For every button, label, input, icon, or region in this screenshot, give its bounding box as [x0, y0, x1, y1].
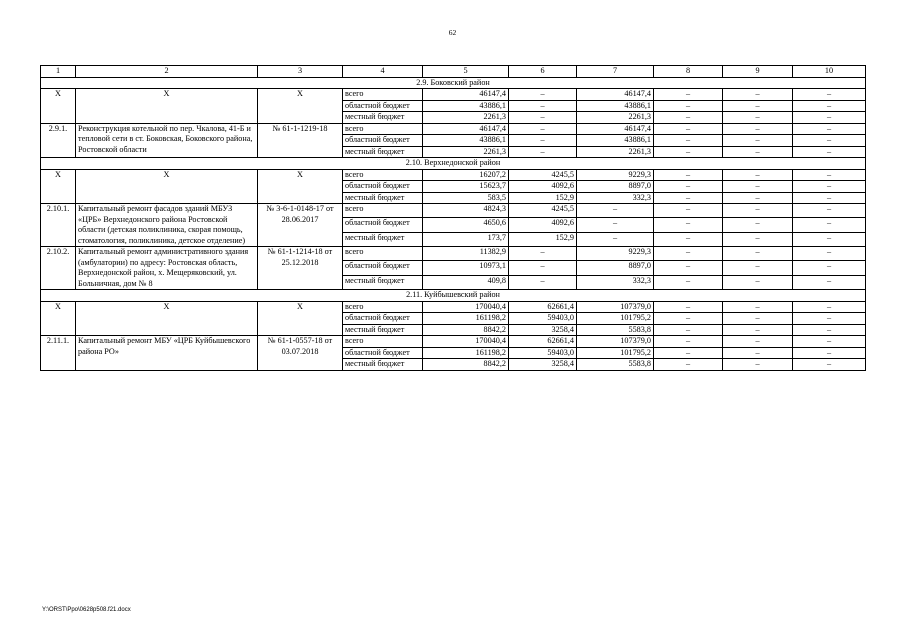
amount-cell: 59403,0	[509, 313, 577, 325]
amount-cell: –	[654, 169, 723, 181]
amount-cell: –	[654, 359, 723, 371]
amount-cell: –	[509, 100, 577, 112]
amount-cell: 46147,4	[577, 89, 654, 101]
amount-cell: –	[654, 324, 723, 336]
funding-source-label: местный бюджет	[343, 232, 423, 246]
amount-cell: 2261,3	[423, 146, 509, 158]
amount-cell: 101795,2	[577, 313, 654, 325]
item-number: 2.9.1.	[41, 123, 76, 158]
amount-cell: 161198,2	[423, 313, 509, 325]
amount-cell: –	[654, 135, 723, 147]
amount-cell: –	[723, 89, 793, 101]
amount-cell: 332,3	[577, 192, 654, 204]
item-number: 2.11.1.	[41, 336, 76, 371]
amount-cell: –	[654, 301, 723, 313]
amount-cell: 4650,6	[423, 218, 509, 232]
amount-cell: –	[793, 261, 866, 275]
amount-cell: –	[793, 218, 866, 232]
amount-cell: –	[509, 146, 577, 158]
amount-cell: –	[654, 336, 723, 348]
amount-cell: –	[723, 336, 793, 348]
amount-cell: –	[654, 313, 723, 325]
amount-cell: 43886,1	[423, 100, 509, 112]
amount-cell: –	[793, 336, 866, 348]
amount-cell: 2261,3	[423, 112, 509, 124]
amount-cell: –	[793, 181, 866, 193]
item-number: X	[41, 301, 76, 336]
amount-cell: 152,9	[509, 232, 577, 246]
column-header: 8	[654, 66, 723, 78]
item-number: X	[41, 89, 76, 124]
page-number: 62	[448, 28, 457, 37]
amount-cell: –	[509, 135, 577, 147]
amount-cell: –	[723, 112, 793, 124]
funding-source-label: всего	[343, 301, 423, 313]
section-title: 2.10. Верхнедонской район	[41, 158, 866, 170]
expert-conclusion: X	[258, 301, 343, 336]
funding-source-label: областной бюджет	[343, 100, 423, 112]
amount-cell: –	[654, 275, 723, 289]
amount-cell: 62661,4	[509, 336, 577, 348]
amount-cell: –	[654, 218, 723, 232]
table-row	[41, 247, 866, 261]
amount-cell: 8897,0	[577, 181, 654, 193]
amount-cell: 4092,6	[509, 218, 577, 232]
amount-cell: –	[654, 192, 723, 204]
amount-cell: –	[723, 247, 793, 261]
amount-cell: 9229,3	[577, 247, 654, 261]
expert-conclusion: № 61-1-1219-18	[258, 123, 343, 158]
amount-cell: –	[793, 275, 866, 289]
amount-cell: 332,3	[577, 275, 654, 289]
amount-cell: 46147,4	[423, 89, 509, 101]
amount-cell: –	[793, 146, 866, 158]
amount-cell: 5583,8	[577, 359, 654, 371]
amount-cell: –	[509, 247, 577, 261]
amount-cell: –	[723, 146, 793, 158]
section-title-row	[41, 77, 866, 89]
amount-cell: 11382,9	[423, 247, 509, 261]
amount-cell: –	[793, 324, 866, 336]
funding-source-label: всего	[343, 204, 423, 218]
amount-cell: –	[654, 100, 723, 112]
item-description: Капитальный ремонт фасадов зданий МБУЗ «ЦРБ» Верхнедонского района Ростовской области (детская поликлиника, скорая помощь, стоматология, поликлиника, детское отделение)	[76, 204, 258, 247]
amount-cell: –	[654, 232, 723, 246]
section-title-row	[41, 290, 866, 302]
amount-cell: 8842,2	[423, 324, 509, 336]
amount-cell: 43886,1	[423, 135, 509, 147]
column-header: 9	[723, 66, 793, 78]
amount-cell: –	[654, 123, 723, 135]
column-header: 3	[258, 66, 343, 78]
amount-cell: 170040,4	[423, 336, 509, 348]
amount-cell: –	[723, 181, 793, 193]
column-header: 5	[423, 66, 509, 78]
header-row	[41, 66, 866, 78]
amount-cell: –	[509, 123, 577, 135]
table-row	[41, 301, 866, 313]
amount-cell: –	[793, 112, 866, 124]
amount-cell: 4092,6	[509, 181, 577, 193]
amount-cell: –	[654, 261, 723, 275]
amount-cell: –	[509, 275, 577, 289]
amount-cell: –	[654, 146, 723, 158]
amount-cell: –	[654, 181, 723, 193]
column-header: 10	[793, 66, 866, 78]
amount-cell: 409,8	[423, 275, 509, 289]
amount-cell: –	[793, 359, 866, 371]
expert-conclusion: № 3-6-1-0148-17 от 28.06.2017	[258, 204, 343, 247]
amount-cell: 170040,4	[423, 301, 509, 313]
amount-cell: 107379,0	[577, 336, 654, 348]
amount-cell: 16207,2	[423, 169, 509, 181]
amount-cell: 161198,2	[423, 347, 509, 359]
amount-cell: –	[654, 89, 723, 101]
amount-cell: –	[723, 313, 793, 325]
funding-source-label: областной бюджет	[343, 135, 423, 147]
amount-cell: –	[793, 192, 866, 204]
amount-cell: –	[654, 347, 723, 359]
funding-source-label: местный бюджет	[343, 275, 423, 289]
amount-cell: –	[793, 232, 866, 246]
table-row	[41, 169, 866, 181]
item-description: X	[76, 169, 258, 204]
amount-cell: –	[723, 218, 793, 232]
expert-conclusion: X	[258, 89, 343, 124]
amount-cell: –	[723, 169, 793, 181]
amount-cell: –	[577, 204, 654, 218]
funding-source-label: местный бюджет	[343, 146, 423, 158]
amount-cell: –	[793, 347, 866, 359]
file-path-footer: Y:\ORST\Ppo\0628p508.f21.docx	[42, 607, 131, 613]
amount-cell: 10973,1	[423, 261, 509, 275]
amount-cell: 583,5	[423, 192, 509, 204]
amount-cell: 107379,0	[577, 301, 654, 313]
amount-cell: –	[793, 313, 866, 325]
amount-cell: –	[723, 275, 793, 289]
amount-cell: –	[654, 112, 723, 124]
item-description: X	[76, 89, 258, 124]
amount-cell: 3258,4	[509, 324, 577, 336]
amount-cell: –	[723, 100, 793, 112]
amount-cell: –	[723, 232, 793, 246]
column-header: 1	[41, 66, 76, 78]
table-row	[41, 204, 866, 218]
funding-source-label: областной бюджет	[343, 261, 423, 275]
amount-cell: 46147,4	[423, 123, 509, 135]
investment-table	[40, 65, 866, 371]
funding-source-label: областной бюджет	[343, 347, 423, 359]
funding-source-label: местный бюджет	[343, 112, 423, 124]
amount-cell: 9229,3	[577, 169, 654, 181]
table-row	[41, 123, 866, 135]
amount-cell: 152,9	[509, 192, 577, 204]
amount-cell: –	[577, 218, 654, 232]
amount-cell: –	[723, 324, 793, 336]
amount-cell: 4245,5	[509, 204, 577, 218]
funding-source-label: всего	[343, 247, 423, 261]
amount-cell: 43886,1	[577, 135, 654, 147]
amount-cell: –	[723, 359, 793, 371]
amount-cell: 2261,3	[577, 146, 654, 158]
amount-cell: 4824,3	[423, 204, 509, 218]
funding-source-label: всего	[343, 336, 423, 348]
section-title: 2.11. Куйбышевский район	[41, 290, 866, 302]
amount-cell: –	[509, 261, 577, 275]
amount-cell: 4245,5	[509, 169, 577, 181]
funding-source-label: местный бюджет	[343, 324, 423, 336]
item-description: Капитальный ремонт административного здания (амбулатории) по адресу: Ростовская область, Верхнедонской район, х. Мещеряковский, ул. Больничная, дом № 8	[76, 247, 258, 290]
amount-cell: 3258,4	[509, 359, 577, 371]
amount-cell: 43886,1	[577, 100, 654, 112]
amount-cell: 62661,4	[509, 301, 577, 313]
amount-cell: –	[793, 247, 866, 261]
funding-source-label: областной бюджет	[343, 181, 423, 193]
amount-cell: –	[654, 204, 723, 218]
amount-cell: –	[723, 347, 793, 359]
funding-source-label: всего	[343, 89, 423, 101]
expert-conclusion: № 61-1-1214-18 от 25.12.2018	[258, 247, 343, 290]
funding-source-label: местный бюджет	[343, 359, 423, 371]
amount-cell: –	[793, 135, 866, 147]
amount-cell: 2261,3	[577, 112, 654, 124]
amount-cell: –	[723, 123, 793, 135]
item-number: 2.10.1.	[41, 204, 76, 247]
column-header: 6	[509, 66, 577, 78]
amount-cell: –	[509, 112, 577, 124]
amount-cell: –	[654, 247, 723, 261]
amount-cell: 8842,2	[423, 359, 509, 371]
amount-cell: 46147,4	[577, 123, 654, 135]
amount-cell: –	[793, 123, 866, 135]
amount-cell: –	[793, 100, 866, 112]
amount-cell: –	[793, 204, 866, 218]
amount-cell: –	[793, 301, 866, 313]
amount-cell: –	[723, 261, 793, 275]
amount-cell: –	[723, 301, 793, 313]
amount-cell: 59403,0	[509, 347, 577, 359]
amount-cell: –	[509, 89, 577, 101]
amount-cell: 101795,2	[577, 347, 654, 359]
funding-source-label: всего	[343, 123, 423, 135]
item-number: X	[41, 169, 76, 204]
item-description: Реконструкция котельной по пер. Чкалова, 41-Б и тепловой сети в ст. Боковская, Боковского района, Ростовской области	[76, 123, 258, 158]
funding-source-label: областной бюджет	[343, 218, 423, 232]
column-header: 2	[76, 66, 258, 78]
funding-source-label: местный бюджет	[343, 192, 423, 204]
expert-conclusion: X	[258, 169, 343, 204]
funding-source-label: областной бюджет	[343, 313, 423, 325]
funding-source-label: всего	[343, 169, 423, 181]
section-title: 2.9. Боковский район	[41, 77, 866, 89]
amount-cell: 5583,8	[577, 324, 654, 336]
item-number: 2.10.2.	[41, 247, 76, 290]
amount-cell: 15623,7	[423, 181, 509, 193]
item-description: X	[76, 301, 258, 336]
column-header: 4	[343, 66, 423, 78]
item-description: Капитальный ремонт МБУ «ЦРБ Куйбышевского района РО»	[76, 336, 258, 371]
amount-cell: 8897,0	[577, 261, 654, 275]
table-row	[41, 336, 866, 348]
amount-cell: 173,7	[423, 232, 509, 246]
expert-conclusion: № 61-1-0557-18 от 03.07.2018	[258, 336, 343, 371]
table-row	[41, 89, 866, 101]
amount-cell: –	[577, 232, 654, 246]
column-header: 7	[577, 66, 654, 78]
amount-cell: –	[723, 204, 793, 218]
section-title-row	[41, 158, 866, 170]
amount-cell: –	[723, 192, 793, 204]
amount-cell: –	[793, 169, 866, 181]
amount-cell: –	[723, 135, 793, 147]
amount-cell: –	[793, 89, 866, 101]
